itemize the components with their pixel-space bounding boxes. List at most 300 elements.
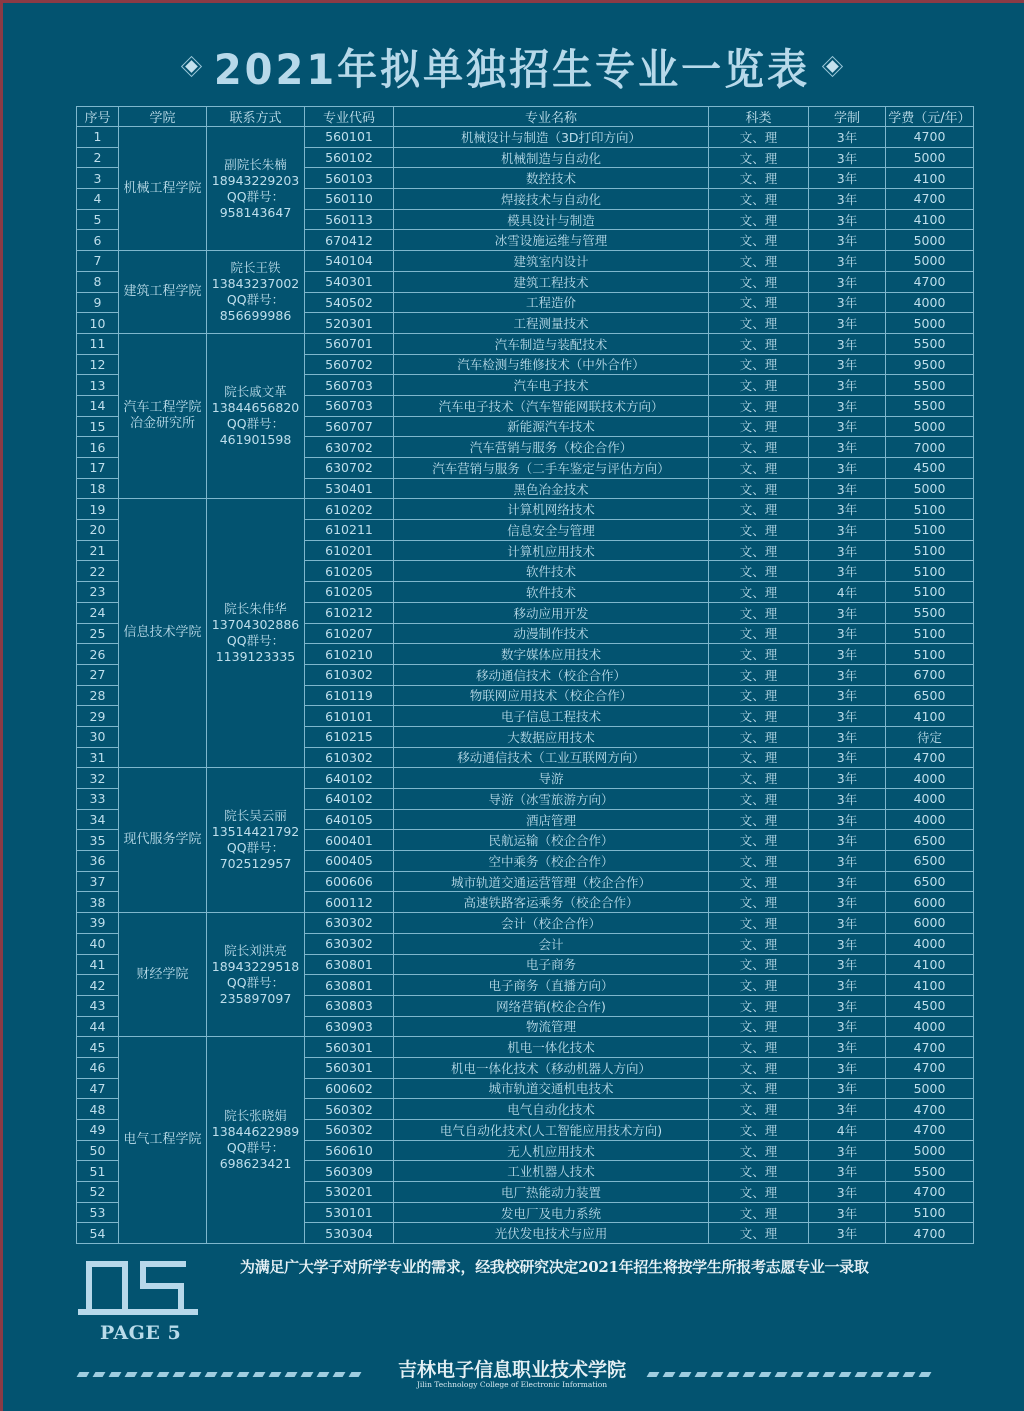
duration: 4年 [809, 1120, 886, 1141]
major-code: 600606 [305, 871, 394, 892]
row-number: 47 [77, 1078, 119, 1099]
major-name: 计算机应用技术 [394, 540, 709, 561]
category: 文、理 [709, 1078, 809, 1099]
major-name: 机械设计与制造（3D打印方向） [394, 127, 709, 148]
major-code: 560113 [305, 209, 394, 230]
duration: 3年 [809, 644, 886, 665]
major-name: 导游 [394, 768, 709, 789]
row-number: 15 [77, 416, 119, 437]
row-number: 3 [77, 168, 119, 189]
contact-phone: 13844622989 [211, 1124, 300, 1140]
tuition-fee: 5500 [886, 602, 974, 623]
tuition-fee: 9500 [886, 354, 974, 375]
major-code: 610201 [305, 540, 394, 561]
row-number: 42 [77, 975, 119, 996]
major-name: 建筑室内设计 [394, 251, 709, 272]
qq-group-number: 235897097 [219, 990, 292, 1006]
tuition-fee: 7000 [886, 437, 974, 458]
row-number: 37 [77, 871, 119, 892]
category: 文、理 [709, 809, 809, 830]
duration: 3年 [809, 706, 886, 727]
qq-group-number: 958143647 [219, 204, 292, 220]
category: 文、理 [709, 292, 809, 313]
major-name: 焊接技术与自动化 [394, 189, 709, 210]
duration: 3年 [809, 416, 886, 437]
major-code: 560102 [305, 147, 394, 168]
tuition-fee: 4700 [886, 1182, 974, 1203]
duration: 3年 [809, 540, 886, 561]
college-name-line: 财经学院 [136, 966, 189, 982]
major-code: 560301 [305, 1037, 394, 1058]
row-number: 4 [77, 189, 119, 210]
row-number: 5 [77, 209, 119, 230]
duration: 3年 [809, 520, 886, 541]
duration: 3年 [809, 1161, 886, 1182]
qq-group-label: QQ群号： [226, 416, 285, 432]
row-number: 48 [77, 1099, 119, 1120]
row-number: 23 [77, 582, 119, 603]
contact-person: 院长戚文革 [224, 384, 287, 400]
duration: 3年 [809, 209, 886, 230]
duration: 3年 [809, 954, 886, 975]
duration: 3年 [809, 830, 886, 851]
row-number: 36 [77, 851, 119, 872]
contact-cell [207, 913, 305, 1037]
major-name: 物流管理 [394, 1016, 709, 1037]
category: 文、理 [709, 458, 809, 479]
tuition-fee: 4100 [886, 954, 974, 975]
tuition-fee: 5100 [886, 1202, 974, 1223]
tuition-fee: 4100 [886, 706, 974, 727]
tuition-fee: 4500 [886, 458, 974, 479]
duration: 3年 [809, 499, 886, 520]
major-code: 600405 [305, 851, 394, 872]
row-number: 33 [77, 789, 119, 810]
category: 文、理 [709, 313, 809, 334]
category: 文、理 [709, 913, 809, 934]
tuition-fee: 5100 [886, 561, 974, 582]
row-number: 11 [77, 333, 119, 354]
category: 文、理 [709, 1099, 809, 1120]
category: 文、理 [709, 1140, 809, 1161]
duration: 3年 [809, 892, 886, 913]
major-name: 城市轨道交通运营管理（校企合作） [394, 871, 709, 892]
row-number: 35 [77, 830, 119, 851]
contact-phone: 18943229518 [211, 958, 300, 974]
duration: 3年 [809, 726, 886, 747]
major-code: 610302 [305, 747, 394, 768]
major-code: 560302 [305, 1120, 394, 1141]
category: 文、理 [709, 333, 809, 354]
major-name: 移动通信技术（校企合作） [394, 664, 709, 685]
duration: 3年 [809, 768, 886, 789]
college-cell [119, 913, 207, 1037]
category: 文、理 [709, 271, 809, 292]
duration: 3年 [809, 189, 886, 210]
major-name: 大数据应用技术 [394, 726, 709, 747]
row-number: 18 [77, 478, 119, 499]
category: 文、理 [709, 499, 809, 520]
tuition-fee: 4700 [886, 1120, 974, 1141]
college-name-line: 汽车工程学院 [123, 400, 202, 416]
tuition-fee: 6500 [886, 851, 974, 872]
major-code: 560703 [305, 375, 394, 396]
category: 文、理 [709, 209, 809, 230]
major-code: 560703 [305, 395, 394, 416]
duration: 3年 [809, 1223, 886, 1244]
row-number: 34 [77, 809, 119, 830]
major-name: 电厂热能动力装置 [394, 1182, 709, 1203]
college-cell [119, 251, 207, 334]
major-name: 信息安全与管理 [394, 520, 709, 541]
major-code: 610207 [305, 623, 394, 644]
category: 文、理 [709, 1120, 809, 1141]
duration: 3年 [809, 561, 886, 582]
category: 文、理 [709, 789, 809, 810]
major-code: 610210 [305, 644, 394, 665]
tuition-fee: 4700 [886, 127, 974, 148]
category: 文、理 [709, 582, 809, 603]
duration: 3年 [809, 458, 886, 479]
major-name: 城市轨道交通机电技术 [394, 1078, 709, 1099]
category: 文、理 [709, 623, 809, 644]
duration: 3年 [809, 1182, 886, 1203]
tuition-fee: 4000 [886, 933, 974, 954]
qq-group-number: 856699986 [219, 308, 292, 323]
category: 文、理 [709, 1202, 809, 1223]
major-name: 机电一体化技术 [394, 1037, 709, 1058]
row-number: 2 [77, 147, 119, 168]
tuition-fee: 4100 [886, 975, 974, 996]
duration: 3年 [809, 809, 886, 830]
tuition-fee: 5000 [886, 478, 974, 499]
major-code: 630302 [305, 913, 394, 934]
qq-group-label: QQ群号： [226, 1140, 285, 1156]
table-row [77, 1037, 974, 1058]
row-number: 46 [77, 1057, 119, 1078]
major-code: 610101 [305, 706, 394, 727]
major-code: 640105 [305, 809, 394, 830]
duration: 3年 [809, 1202, 886, 1223]
major-name: 建筑工程技术 [394, 271, 709, 292]
tuition-fee: 6000 [886, 913, 974, 934]
major-code: 560707 [305, 416, 394, 437]
major-name: 数控技术 [394, 168, 709, 189]
major-name: 计算机网络技术 [394, 499, 709, 520]
tuition-fee: 4000 [886, 1016, 974, 1037]
row-number: 24 [77, 602, 119, 623]
duration: 3年 [809, 623, 886, 644]
duration: 3年 [809, 747, 886, 768]
major-code: 630302 [305, 933, 394, 954]
duration: 3年 [809, 168, 886, 189]
row-number: 21 [77, 540, 119, 561]
major-code: 640102 [305, 789, 394, 810]
major-code: 610302 [305, 664, 394, 685]
major-code: 520301 [305, 313, 394, 334]
diamond-right-icon [826, 60, 839, 73]
duration: 3年 [809, 375, 886, 396]
duration: 3年 [809, 251, 886, 272]
duration: 3年 [809, 437, 886, 458]
duration: 3年 [809, 230, 886, 251]
major-code: 560702 [305, 354, 394, 375]
row-number: 8 [77, 271, 119, 292]
category: 文、理 [709, 478, 809, 499]
tuition-fee: 5100 [886, 499, 974, 520]
category: 文、理 [709, 189, 809, 210]
major-name: 汽车电子技术 [394, 375, 709, 396]
table-body [77, 127, 974, 1244]
contact-person: 院长吴云丽 [224, 808, 287, 824]
row-number: 40 [77, 933, 119, 954]
table-row [77, 768, 974, 789]
tuition-fee: 5100 [886, 623, 974, 644]
major-code: 600401 [305, 830, 394, 851]
major-code: 630702 [305, 458, 394, 479]
tuition-fee: 4700 [886, 271, 974, 292]
major-name: 数字媒体应用技术 [394, 644, 709, 665]
college-cell [119, 1037, 207, 1244]
page-number-graphic [78, 1259, 198, 1317]
contact-person: 院长王铁 [230, 260, 281, 275]
contact-phone: 13514421792 [211, 824, 300, 840]
college-cell [119, 499, 207, 768]
major-code: 560301 [305, 1057, 394, 1078]
qq-group-label: QQ群号： [226, 840, 285, 856]
major-name: 光伏发电技术与应用 [394, 1223, 709, 1244]
category: 文、理 [709, 437, 809, 458]
category: 文、理 [709, 830, 809, 851]
major-code: 540301 [305, 271, 394, 292]
college-name-line: 冶金研究所 [129, 416, 195, 432]
duration: 3年 [809, 478, 886, 499]
duration: 3年 [809, 933, 886, 954]
duration: 3年 [809, 1140, 886, 1161]
major-name: 电子商务 [394, 954, 709, 975]
header-cell: 学费（元/年） [886, 107, 974, 127]
contact-phone: 18943229203 [211, 172, 300, 188]
tuition-fee: 5100 [886, 520, 974, 541]
row-number: 50 [77, 1140, 119, 1161]
major-name: 工程造价 [394, 292, 709, 313]
header-cell: 学制 [809, 107, 886, 127]
category: 文、理 [709, 851, 809, 872]
major-code: 530101 [305, 1202, 394, 1223]
major-name: 新能源汽车技术 [394, 416, 709, 437]
major-code: 530201 [305, 1182, 394, 1203]
qq-group-label: QQ群号： [226, 974, 285, 990]
major-name: 电气自动化技术 [394, 1099, 709, 1120]
major-code: 540104 [305, 251, 394, 272]
major-name: 汽车营销与服务（校企合作） [394, 437, 709, 458]
tuition-fee: 5000 [886, 251, 974, 272]
category: 文、理 [709, 768, 809, 789]
major-name: 会计（校企合作） [394, 913, 709, 934]
major-name: 民航运输（校企合作） [394, 830, 709, 851]
major-name: 汽车电子技术（汽车智能网联技术方向） [394, 395, 709, 416]
header-cell: 专业名称 [394, 107, 709, 127]
duration: 3年 [809, 975, 886, 996]
row-number: 32 [77, 768, 119, 789]
major-name: 动漫制作技术 [394, 623, 709, 644]
duration: 3年 [809, 851, 886, 872]
row-number: 1 [77, 127, 119, 148]
major-name: 物联网应用技术（校企合作） [394, 685, 709, 706]
major-name: 汽车营销与服务（二手车鉴定与评估方向） [394, 458, 709, 479]
college-cell [119, 127, 207, 251]
duration: 3年 [809, 395, 886, 416]
tuition-fee: 4700 [886, 1099, 974, 1120]
duration: 3年 [809, 664, 886, 685]
duration: 3年 [809, 913, 886, 934]
major-name: 发电厂及电力系统 [394, 1202, 709, 1223]
row-number: 17 [77, 458, 119, 479]
major-name: 会计 [394, 933, 709, 954]
college-name-line: 现代服务学院 [123, 832, 202, 848]
category: 文、理 [709, 975, 809, 996]
category: 文、理 [709, 540, 809, 561]
row-number: 28 [77, 685, 119, 706]
tuition-fee: 4000 [886, 789, 974, 810]
table-row [77, 127, 974, 148]
major-name: 汽车制造与装配技术 [394, 333, 709, 354]
contact-cell [207, 499, 305, 768]
major-code: 630903 [305, 1016, 394, 1037]
title-bar [0, 38, 1024, 94]
qq-group-number: 702512957 [219, 856, 292, 872]
major-name: 电子商务（直播方向） [394, 975, 709, 996]
tuition-fee: 5000 [886, 313, 974, 334]
major-code: 670412 [305, 230, 394, 251]
row-number: 6 [77, 230, 119, 251]
major-code: 540502 [305, 292, 394, 313]
tuition-fee: 4700 [886, 1223, 974, 1244]
contact-person: 院长刘洪亮 [224, 942, 287, 958]
tuition-fee: 5500 [886, 1161, 974, 1182]
college-name-line: 建筑工程学院 [123, 284, 202, 299]
category: 文、理 [709, 375, 809, 396]
row-number: 31 [77, 747, 119, 768]
category: 文、理 [709, 1016, 809, 1037]
diamond-left-icon [185, 60, 198, 73]
page-label: PAGE 5 [100, 1322, 182, 1344]
tuition-fee: 5500 [886, 395, 974, 416]
tuition-fee: 4000 [886, 768, 974, 789]
major-code: 560701 [305, 333, 394, 354]
row-number: 19 [77, 499, 119, 520]
major-name: 网络营销(校企合作) [394, 995, 709, 1016]
row-number: 26 [77, 644, 119, 665]
header-cell: 联系方式 [207, 107, 305, 127]
tuition-fee: 6700 [886, 664, 974, 685]
contact-cell [207, 333, 305, 499]
category: 文、理 [709, 995, 809, 1016]
major-name: 无人机应用技术 [394, 1140, 709, 1161]
duration: 3年 [809, 333, 886, 354]
category: 文、理 [709, 602, 809, 623]
contact-cell [207, 127, 305, 251]
table-row [77, 251, 974, 272]
major-code: 630801 [305, 975, 394, 996]
tuition-fee: 5500 [886, 375, 974, 396]
major-name: 汽车检测与维修技术（中外合作） [394, 354, 709, 375]
major-code: 600112 [305, 892, 394, 913]
tuition-fee: 4700 [886, 189, 974, 210]
header-cell: 学院 [119, 107, 207, 127]
category: 文、理 [709, 685, 809, 706]
major-code: 530304 [305, 1223, 394, 1244]
college-cell [119, 333, 207, 499]
tuition-fee: 5000 [886, 1078, 974, 1099]
row-number: 52 [77, 1182, 119, 1203]
major-name: 移动应用开发 [394, 602, 709, 623]
category: 文、理 [709, 933, 809, 954]
tuition-fee: 6500 [886, 830, 974, 851]
duration: 3年 [809, 1057, 886, 1078]
row-number: 27 [77, 664, 119, 685]
header-cell: 科类 [709, 107, 809, 127]
major-code: 630801 [305, 954, 394, 975]
category: 文、理 [709, 954, 809, 975]
major-code: 610211 [305, 520, 394, 541]
duration: 3年 [809, 147, 886, 168]
college-name-line: 机械工程学院 [123, 180, 202, 196]
major-code: 640102 [305, 768, 394, 789]
row-number: 41 [77, 954, 119, 975]
category: 文、理 [709, 892, 809, 913]
tuition-fee: 4700 [886, 1057, 974, 1078]
row-number: 7 [77, 251, 119, 272]
page-title: 2021年拟单独招生专业一览表 [213, 45, 811, 94]
category: 文、理 [709, 354, 809, 375]
category: 文、理 [709, 1037, 809, 1058]
major-code: 630702 [305, 437, 394, 458]
duration: 3年 [809, 271, 886, 292]
tuition-fee: 5500 [886, 333, 974, 354]
qq-group-label: QQ群号： [226, 188, 285, 204]
category: 文、理 [709, 1182, 809, 1203]
category: 文、理 [709, 520, 809, 541]
major-name: 酒店管理 [394, 809, 709, 830]
qq-group-number: 1139123335 [215, 649, 296, 665]
major-code: 560101 [305, 127, 394, 148]
tuition-fee: 5000 [886, 416, 974, 437]
major-code: 560610 [305, 1140, 394, 1161]
row-number: 10 [77, 313, 119, 334]
tuition-fee: 4100 [886, 168, 974, 189]
tuition-fee: 4000 [886, 809, 974, 830]
major-code: 610205 [305, 582, 394, 603]
frame-border-left [0, 0, 3, 1411]
major-name: 高速铁路客运乘务（校企合作） [394, 892, 709, 913]
row-number: 9 [77, 292, 119, 313]
major-name: 工业机器人技术 [394, 1161, 709, 1182]
major-code: 610215 [305, 726, 394, 747]
contact-person: 院长张晓娟 [224, 1108, 287, 1124]
category: 文、理 [709, 395, 809, 416]
major-name: 机电一体化技术（移动机器人方向） [394, 1057, 709, 1078]
row-number: 45 [77, 1037, 119, 1058]
row-number: 29 [77, 706, 119, 727]
duration: 4年 [809, 582, 886, 603]
major-name: 移动通信技术（工业互联网方向） [394, 747, 709, 768]
major-name: 空中乘务（校企合作） [394, 851, 709, 872]
contact-cell [207, 768, 305, 913]
major-name: 导游（冰雪旅游方向） [394, 789, 709, 810]
row-number: 20 [77, 520, 119, 541]
admission-note: 为满足广大学子对所学专业的需求，经我校研究决定2021年招生将按学生所报考志愿专业一录取 [240, 1258, 869, 1276]
